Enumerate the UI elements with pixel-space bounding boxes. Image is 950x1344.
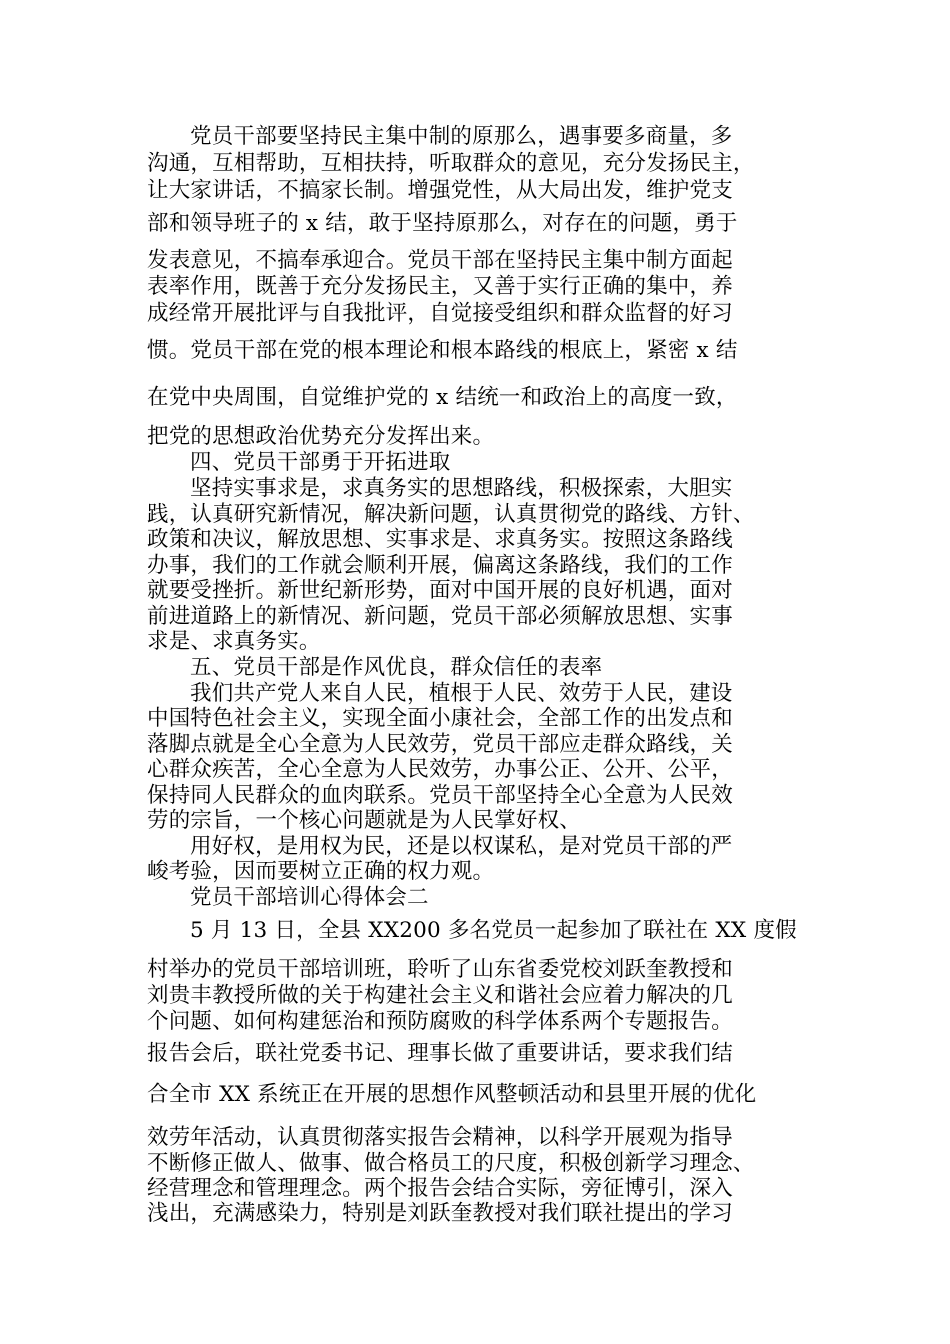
body-text-line: 经营理念和管理理念。两个报告会结合实际，旁征博引，深入 — [147, 1176, 733, 1201]
body-text-line: 落脚点就是全心全意为人民效劳，党员干部应走群众路线，关 — [147, 732, 733, 757]
body-text-line: 峻考验，因而要树立正确的权力观。 — [147, 859, 495, 884]
body-text-line: 报告会后，联社党委书记、理事长做了重要讲话，要求我们结 — [147, 1041, 733, 1066]
body-text-line: 党员干部要坚持民主集中制的原那么，遇事要多商量，多 — [190, 124, 733, 149]
body-text-line: 用好权，是用权为民，还是以权谋私，是对党员干部的严 — [190, 834, 733, 859]
body-text-line: 就要受挫折。新世纪新形势，面对中国开展的良好机遇，面对 — [147, 578, 733, 603]
body-text-line: 劳的宗旨，一个核心问题就是为人民掌好权、 — [147, 808, 582, 833]
body-text-line: 发表意见，不搞奉承迎合。党员干部在坚持民主集中制方面起 — [147, 248, 733, 273]
section-heading: 四、党员干部勇于开拓进取 — [190, 450, 451, 475]
body-text-line: 村举办的党员干部培训班，聆听了山东省委党校刘跃奎教授和 — [147, 957, 733, 982]
body-text-line: 办事，我们的工作就会顺利开展，偏离这条路线，我们的工作 — [147, 553, 733, 578]
body-text-line: 刘贵丰教授所做的关于构建社会主义和谐社会应着力解决的几 — [147, 983, 733, 1008]
body-text-line: 中国特色社会主义，实现全面小康社会，全部工作的出发点和 — [147, 706, 733, 731]
body-text-line: 5 月 13 日，全县 XX200 多名党员一起参加了联社在 XX 度假 — [190, 918, 797, 943]
body-text-line: 前进道路上的新情况、新问题，党员干部必须解放思想、实事 — [147, 604, 733, 629]
section-heading: 五、党员干部是作风优良，群众信任的表率 — [190, 655, 603, 680]
body-text-line: 不断修正做人、做事、做合格员工的尺度，积极创新学习理念、 — [147, 1151, 755, 1176]
body-text-line: 坚持实事求是，求真务实的思想路线，积极探索，大胆实 — [190, 476, 733, 501]
body-text-line: 成经常开展批评与自我批评，自觉接受组织和群众监督的好习 — [147, 301, 733, 326]
body-text-line: 沟通，互相帮助，互相扶持，听取群众的意见，充分发扬民主， — [147, 151, 755, 176]
body-text-line: 效劳年活动，认真贯彻落实报告会精神，以科学开展观为指导 — [147, 1125, 733, 1150]
body-text-line: 个问题、如何构建惩治和预防腐败的科学体系两个专题报告。 — [147, 1009, 733, 1034]
body-text-line: 浅出，充满感染力，特别是刘跃奎教授对我们联社提出的学习 — [147, 1201, 733, 1226]
section-heading: 党员干部培训心得体会二 — [190, 885, 429, 910]
body-text-line: 把党的思想政治优势充分发挥出来。 — [147, 424, 495, 449]
body-text-line: 政策和决议，解放思想、实事求是、求真务实。按照这条路线 — [147, 527, 733, 552]
body-text-line: 保持同人民群众的血肉联系。党员干部坚持全心全意为人民效 — [147, 783, 733, 808]
body-text-line: 我们共产党人来自人民，植根于人民、效劳于人民，建设 — [190, 681, 733, 706]
body-text-line: 在党中央周围，自觉维护党的 x 结统一和政治上的高度一致， — [147, 385, 738, 410]
body-text-line: 让大家讲话，不搞家长制。增强党性，从大局出发，维护党支 — [147, 178, 733, 203]
body-text-line: 部和领导班子的 x 结，敢于坚持原那么，对存在的问题，勇于 — [147, 211, 738, 236]
body-text-line: 合全市 XX 系统正在开展的思想作风整顿活动和县里开展的优化 — [147, 1082, 757, 1107]
body-text-line: 践，认真研究新情况，解决新问题，认真贯彻党的路线、方针、 — [147, 502, 755, 527]
body-text-line: 心群众疾苦，全心全意为人民效劳，办事公正、公开、公平， — [147, 757, 733, 782]
body-text-line: 求是、求真务实。 — [147, 629, 321, 654]
body-text-line: 惯。党员干部在党的根本理论和根本路线的根底上，紧密 x 结 — [147, 338, 738, 363]
body-text-line: 表率作用，既善于充分发扬民主，又善于实行正确的集中，养 — [147, 274, 733, 299]
